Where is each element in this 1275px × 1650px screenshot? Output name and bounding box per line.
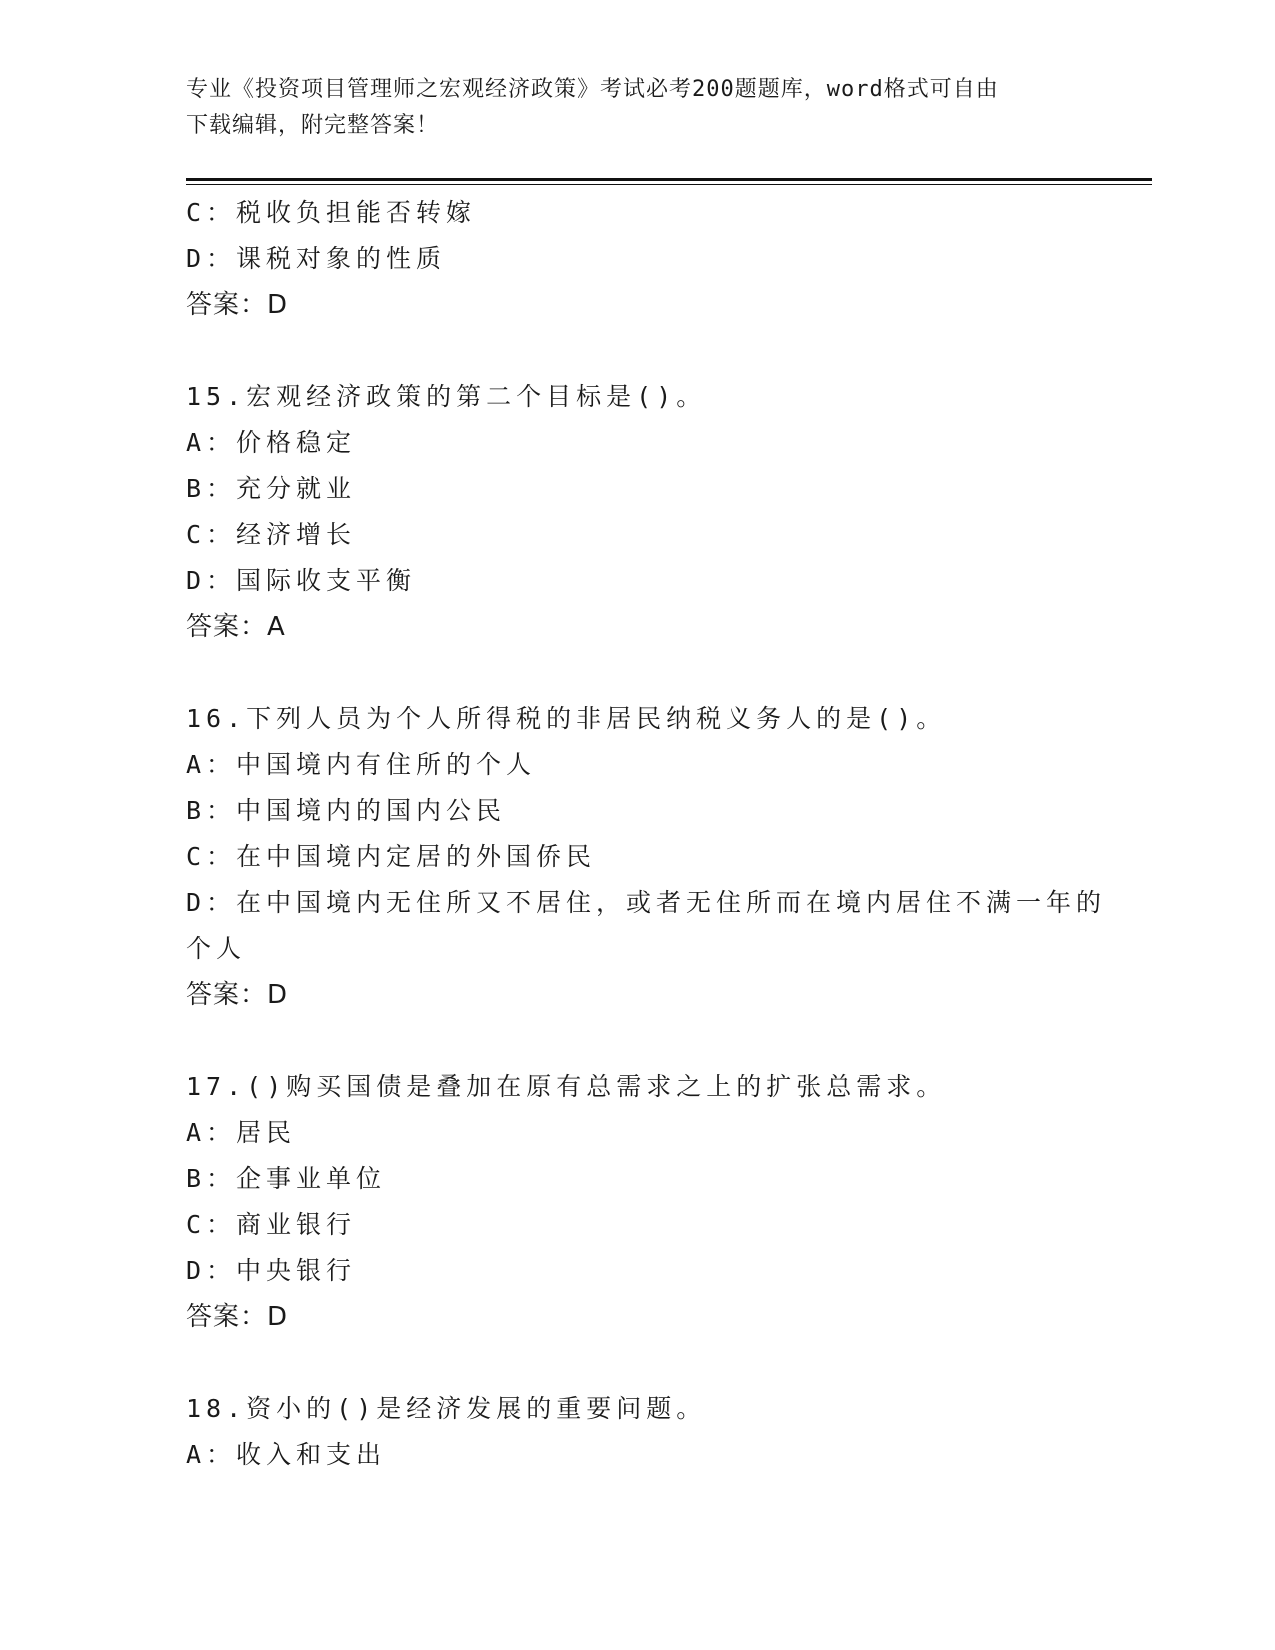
option-d: D：在中国境内无住所又不居住，或者无住所而在境内居住不满一年的 xyxy=(186,888,1107,917)
answer: 答案：D xyxy=(186,980,289,1010)
option-a: A：收入和支出 xyxy=(186,1440,387,1469)
option-d: D：课税对象的性质 xyxy=(186,244,447,273)
question-stem: 15.宏观经济政策的第二个目标是()。 xyxy=(186,382,707,411)
option-c: C：税收负担能否转嫁 xyxy=(186,198,477,227)
option-b: B：企事业单位 xyxy=(186,1164,387,1193)
option-a: A：价格稳定 xyxy=(186,428,357,457)
option-a: A：中国境内有住所的个人 xyxy=(186,750,537,779)
option-a: A：居民 xyxy=(186,1118,297,1147)
question-stem: 18.资小的()是经济发展的重要问题。 xyxy=(186,1394,707,1423)
header-line-1: 专业《投资项目管理师之宏观经济政策》考试必考200题题库，word格式可自由 xyxy=(186,77,999,102)
answer: 答案：A xyxy=(186,612,286,642)
question-15 xyxy=(186,374,1086,650)
header-divider-thin xyxy=(186,184,1152,185)
answer: 答案：D xyxy=(186,1302,289,1332)
answer: 答案：D xyxy=(186,290,289,320)
spacer xyxy=(186,1018,1086,1064)
option-d: D：中央银行 xyxy=(186,1256,357,1285)
option-d-continued: 个人 xyxy=(186,934,247,963)
option-b: B：充分就业 xyxy=(186,474,357,503)
question-stem: 16.下列人员为个人所得税的非居民纳税义务人的是()。 xyxy=(186,704,947,733)
spacer xyxy=(186,328,1086,374)
header-line-2: 下载编辑，附完整答案！ xyxy=(186,113,440,138)
option-c: C：在中国境内定居的外国侨民 xyxy=(186,842,597,871)
question-14-tail xyxy=(186,190,1086,328)
option-c: C：经济增长 xyxy=(186,520,357,549)
spacer xyxy=(186,650,1086,696)
option-c: C：商业银行 xyxy=(186,1210,357,1239)
question-16 xyxy=(186,696,1107,1018)
question-18 xyxy=(186,1386,1086,1478)
document-header xyxy=(186,72,1086,144)
header-divider-thick xyxy=(186,178,1152,181)
spacer xyxy=(186,1340,1086,1386)
option-d: D：国际收支平衡 xyxy=(186,566,417,595)
question-17 xyxy=(186,1064,1086,1340)
question-stem: 17.()购买国债是叠加在原有总需求之上的扩张总需求。 xyxy=(186,1072,947,1101)
option-b: B：中国境内的国内公民 xyxy=(186,796,507,825)
question-list xyxy=(186,190,1107,1478)
